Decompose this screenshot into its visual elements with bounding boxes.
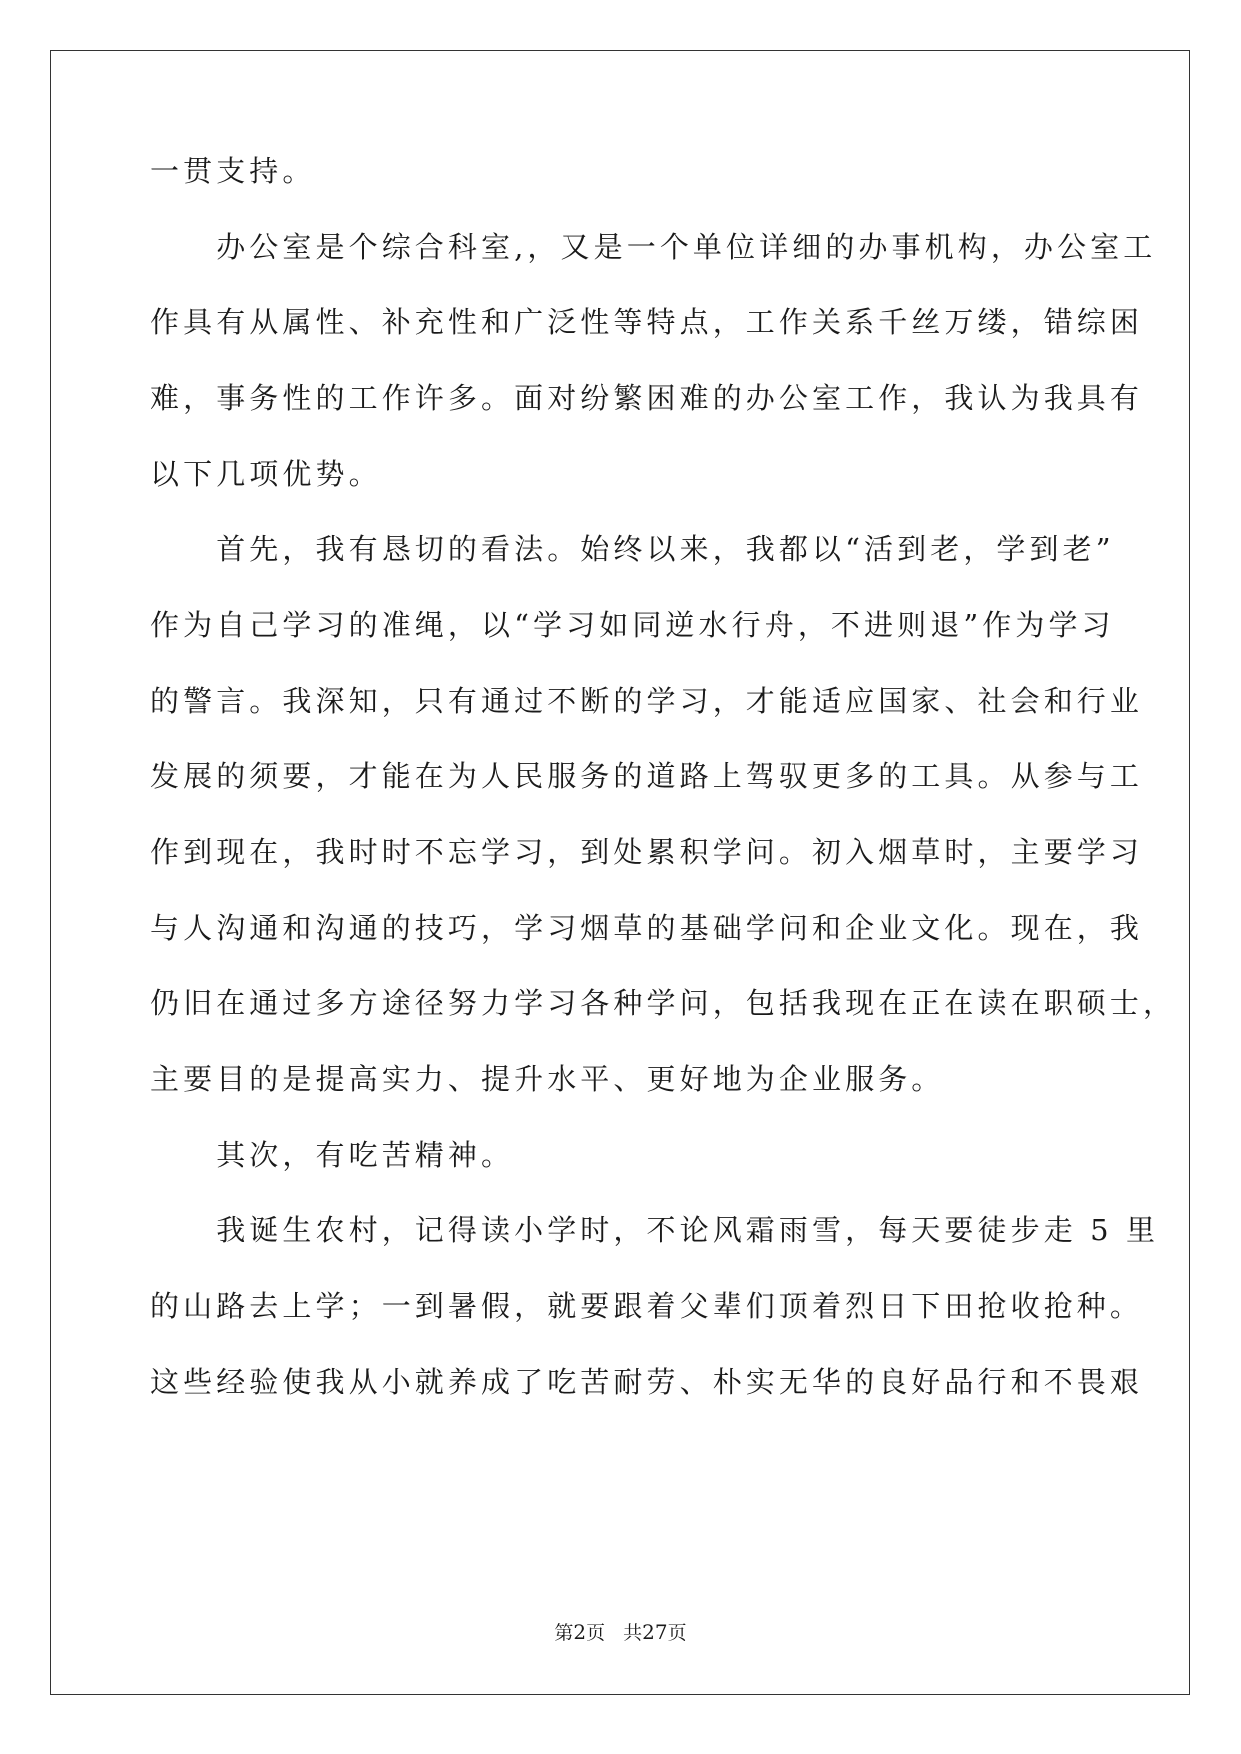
text-line: 的山路去上学；一到暑假，就要跟着父辈们顶着烈日下田抢收抢种。 xyxy=(150,1289,1144,1323)
text-line: 作到现在，我时时不忘学习，到处累积学问。初入烟草时，主要学习 xyxy=(150,835,1144,869)
text-line: 与人沟通和沟通的技巧，学习烟草的基础学问和企业文化。现在，我 xyxy=(150,911,1144,945)
text-line: 这些经验使我从小就养成了吃苦耐劳、朴实无华的良好品行和不畏艰 xyxy=(150,1365,1144,1399)
text-line: 作为自己学习的准绳，以“学习如同逆水行舟，不进则退”作为学习 xyxy=(150,608,1115,642)
text-line: 主要目的是提高实力、提升水平、更好地为企业服务。 xyxy=(150,1062,945,1096)
text-line: 发展的须要，才能在为人民服务的道路上驾驭更多的工具。从参与工 xyxy=(150,759,1144,793)
text-line: 我诞生农村，记得读小学时，不论风霜雨雪，每天要徒步走 5 里 xyxy=(150,1213,1160,1247)
text-line: 的警言。我深知，只有通过不断的学习，才能适应国家、社会和行业 xyxy=(150,684,1144,718)
text-line: 以下几项优势。 xyxy=(150,457,382,491)
text-line: 作具有从属性、补充性和广泛性等特点，工作关系千丝万缕，错综困 xyxy=(150,305,1144,339)
total-pages-label: 共27页 xyxy=(623,1620,687,1644)
text-line: 仍旧在通过多方途径努力学习各种学问，包括我现在正在读在职硕士， xyxy=(150,986,1177,1020)
text-line: 难，事务性的工作许多。面对纷繁困难的办公室工作，我认为我具有 xyxy=(150,381,1144,415)
page-footer xyxy=(0,1620,1241,1645)
page-border xyxy=(50,50,1190,1695)
text-line: 一贯支持。 xyxy=(150,154,316,188)
total-pages: 27 xyxy=(642,1620,668,1644)
text-line: 首先，我有恳切的看法。始终以来，我都以“活到老，学到老” xyxy=(150,532,1115,566)
page-number: 2 xyxy=(573,1620,587,1644)
text-line: 其次，有吃苦精神。 xyxy=(150,1138,515,1172)
page-label: 第2页 xyxy=(554,1620,606,1644)
text-line: 办公室是个综合科室,，又是一个单位详细的办事机构，办公室工 xyxy=(150,230,1157,264)
